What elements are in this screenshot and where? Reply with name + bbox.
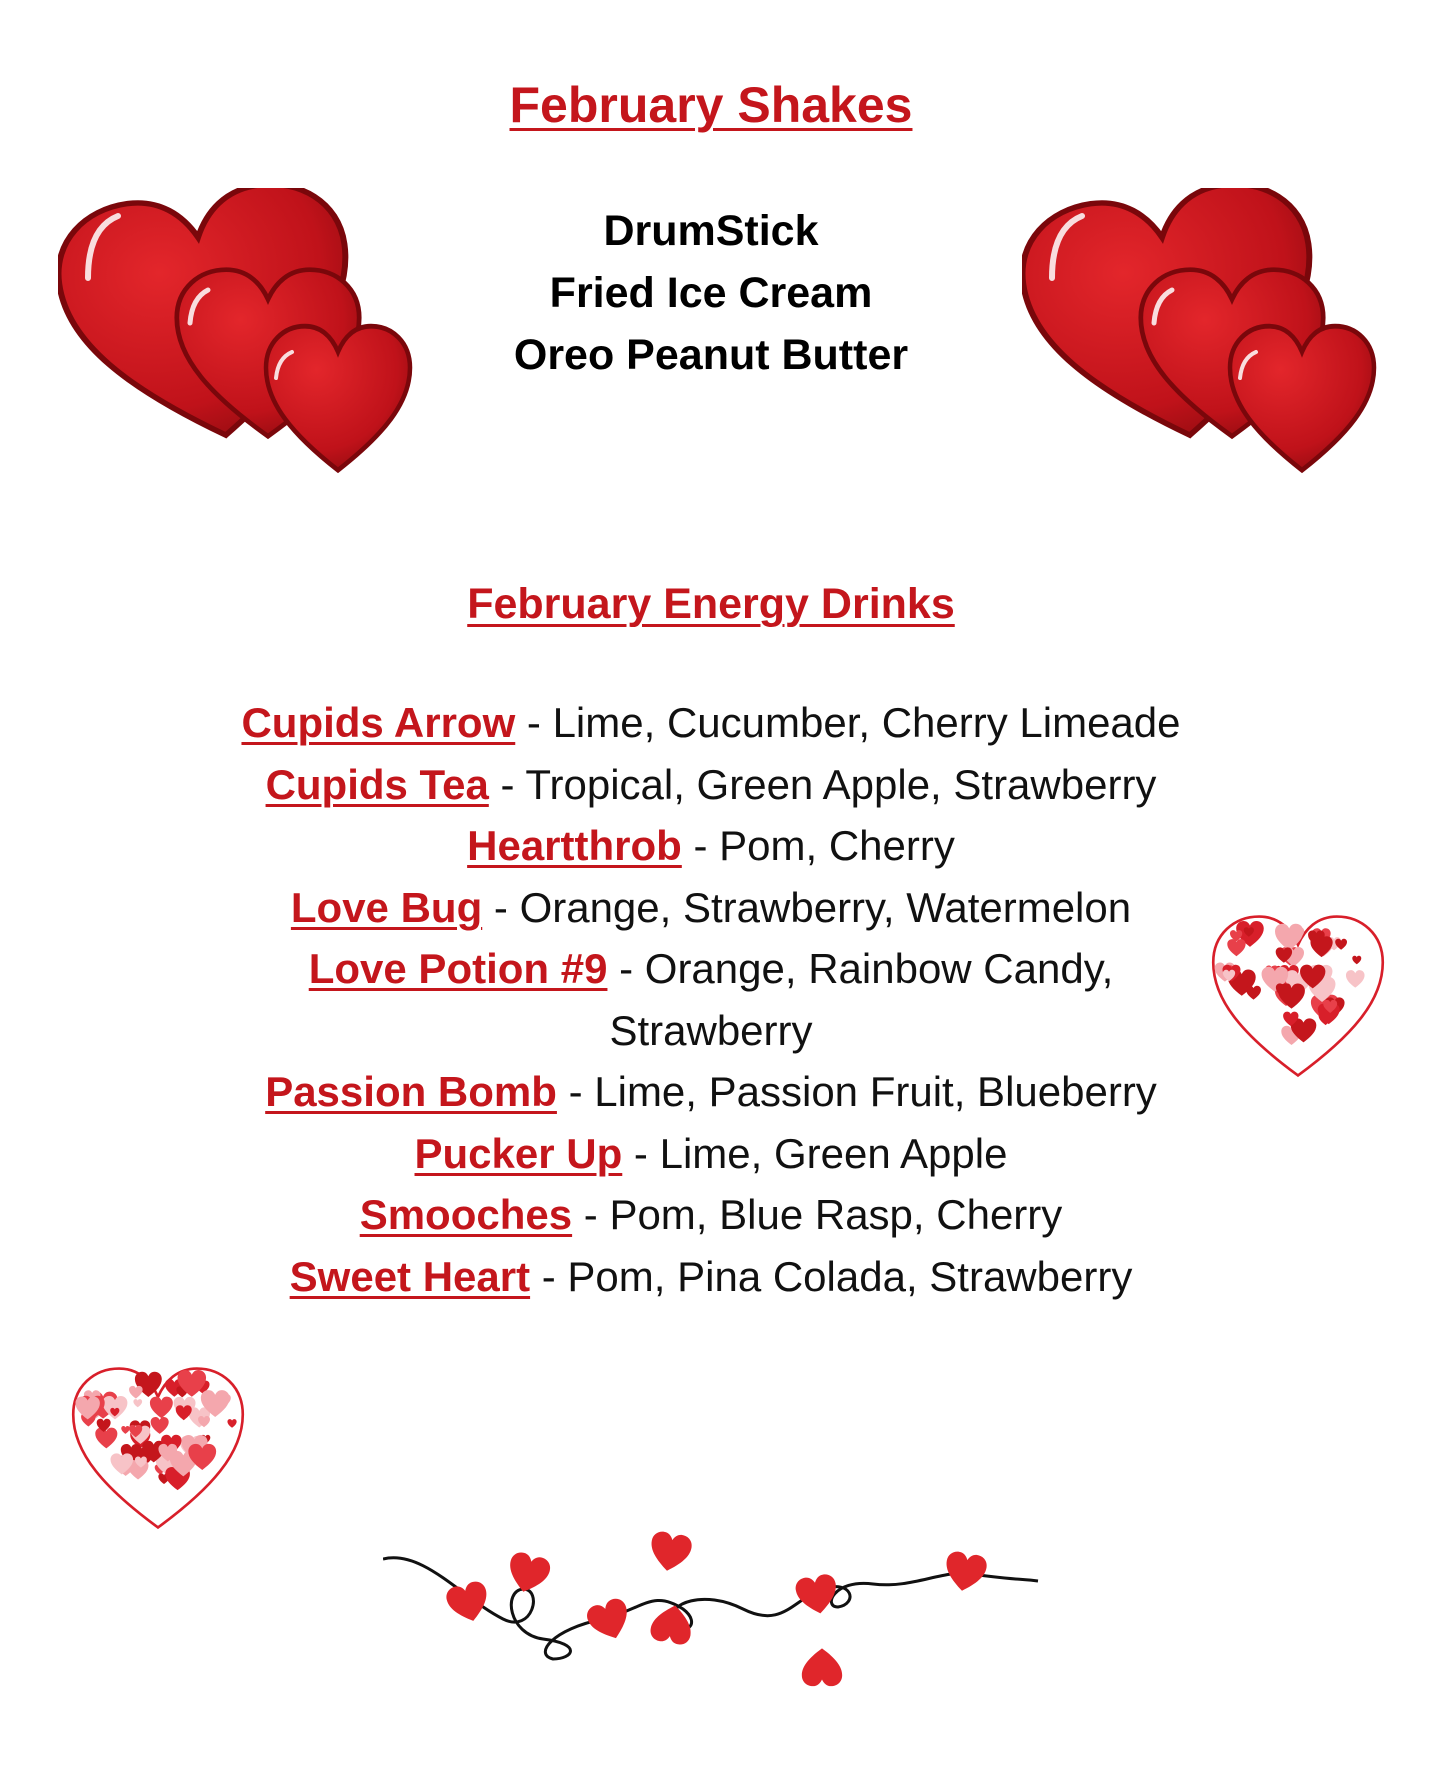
shake-item: DrumStick (603, 207, 819, 255)
shake-item: Oreo Peanut Butter (513, 331, 909, 379)
separator: - (515, 699, 553, 746)
drink-flavors: Orange, Rainbow Candy, Strawberry (609, 945, 1114, 1054)
shake-item: Fried Ice Cream (549, 269, 873, 317)
drink-flavors: Lime, Cucumber, Cherry Limeade (552, 699, 1181, 746)
drink-row (0, 815, 1422, 877)
shakes-title: February Shakes (509, 77, 913, 133)
drink-row (0, 1123, 1422, 1185)
drink-name: Pucker Up (414, 1129, 623, 1177)
glossy-hearts-left-icon (58, 188, 418, 478)
drink-flavors: Pom, Blue Rasp, Cherry (609, 1191, 1063, 1238)
drink-name: Cupids Tea (265, 760, 489, 808)
drink-name: Passion Bomb (265, 1068, 557, 1115)
drink-flavors: Lime, Green Apple (659, 1129, 1008, 1177)
drink-name: Heartthrob (467, 822, 682, 869)
separator: - (572, 1191, 610, 1238)
separator: - (488, 760, 526, 808)
pattern-heart-left-icon (58, 1365, 258, 1531)
drink-flavors: Lime, Passion Fruit, Blueberry (594, 1068, 1157, 1115)
separator: - (622, 1129, 660, 1177)
drink-name: Love Bug (290, 883, 483, 931)
separator: - (530, 1252, 568, 1300)
glossy-hearts-right-icon (1022, 188, 1382, 478)
drink-row (246, 938, 1176, 1061)
separator: - (607, 945, 645, 992)
drink-flavors: Pom, Cherry (719, 822, 955, 869)
drink-flavors: Tropical, Green Apple, Strawberry (525, 760, 1157, 808)
separator: - (482, 883, 520, 931)
drink-flavors: Orange, Strawberry, Watermelon (519, 883, 1132, 931)
energy-drinks-title: February Energy Drinks (467, 580, 955, 628)
drink-name: Love Potion #9 (308, 945, 608, 992)
drink-flavors: Pom, Pina Colada, Strawberry (567, 1252, 1133, 1300)
drink-name: Cupids Arrow (241, 699, 516, 746)
heart-vine-icon (383, 1519, 1043, 1691)
drink-name: Smooches (359, 1191, 573, 1238)
drink-row (0, 1184, 1422, 1246)
pattern-heart-right-icon (1198, 913, 1398, 1079)
drink-row (0, 1246, 1422, 1308)
drink-row (0, 692, 1422, 754)
separator: - (681, 822, 720, 869)
drink-name: Sweet Heart (289, 1252, 531, 1300)
drink-row (0, 754, 1422, 816)
separator: - (556, 1068, 595, 1115)
